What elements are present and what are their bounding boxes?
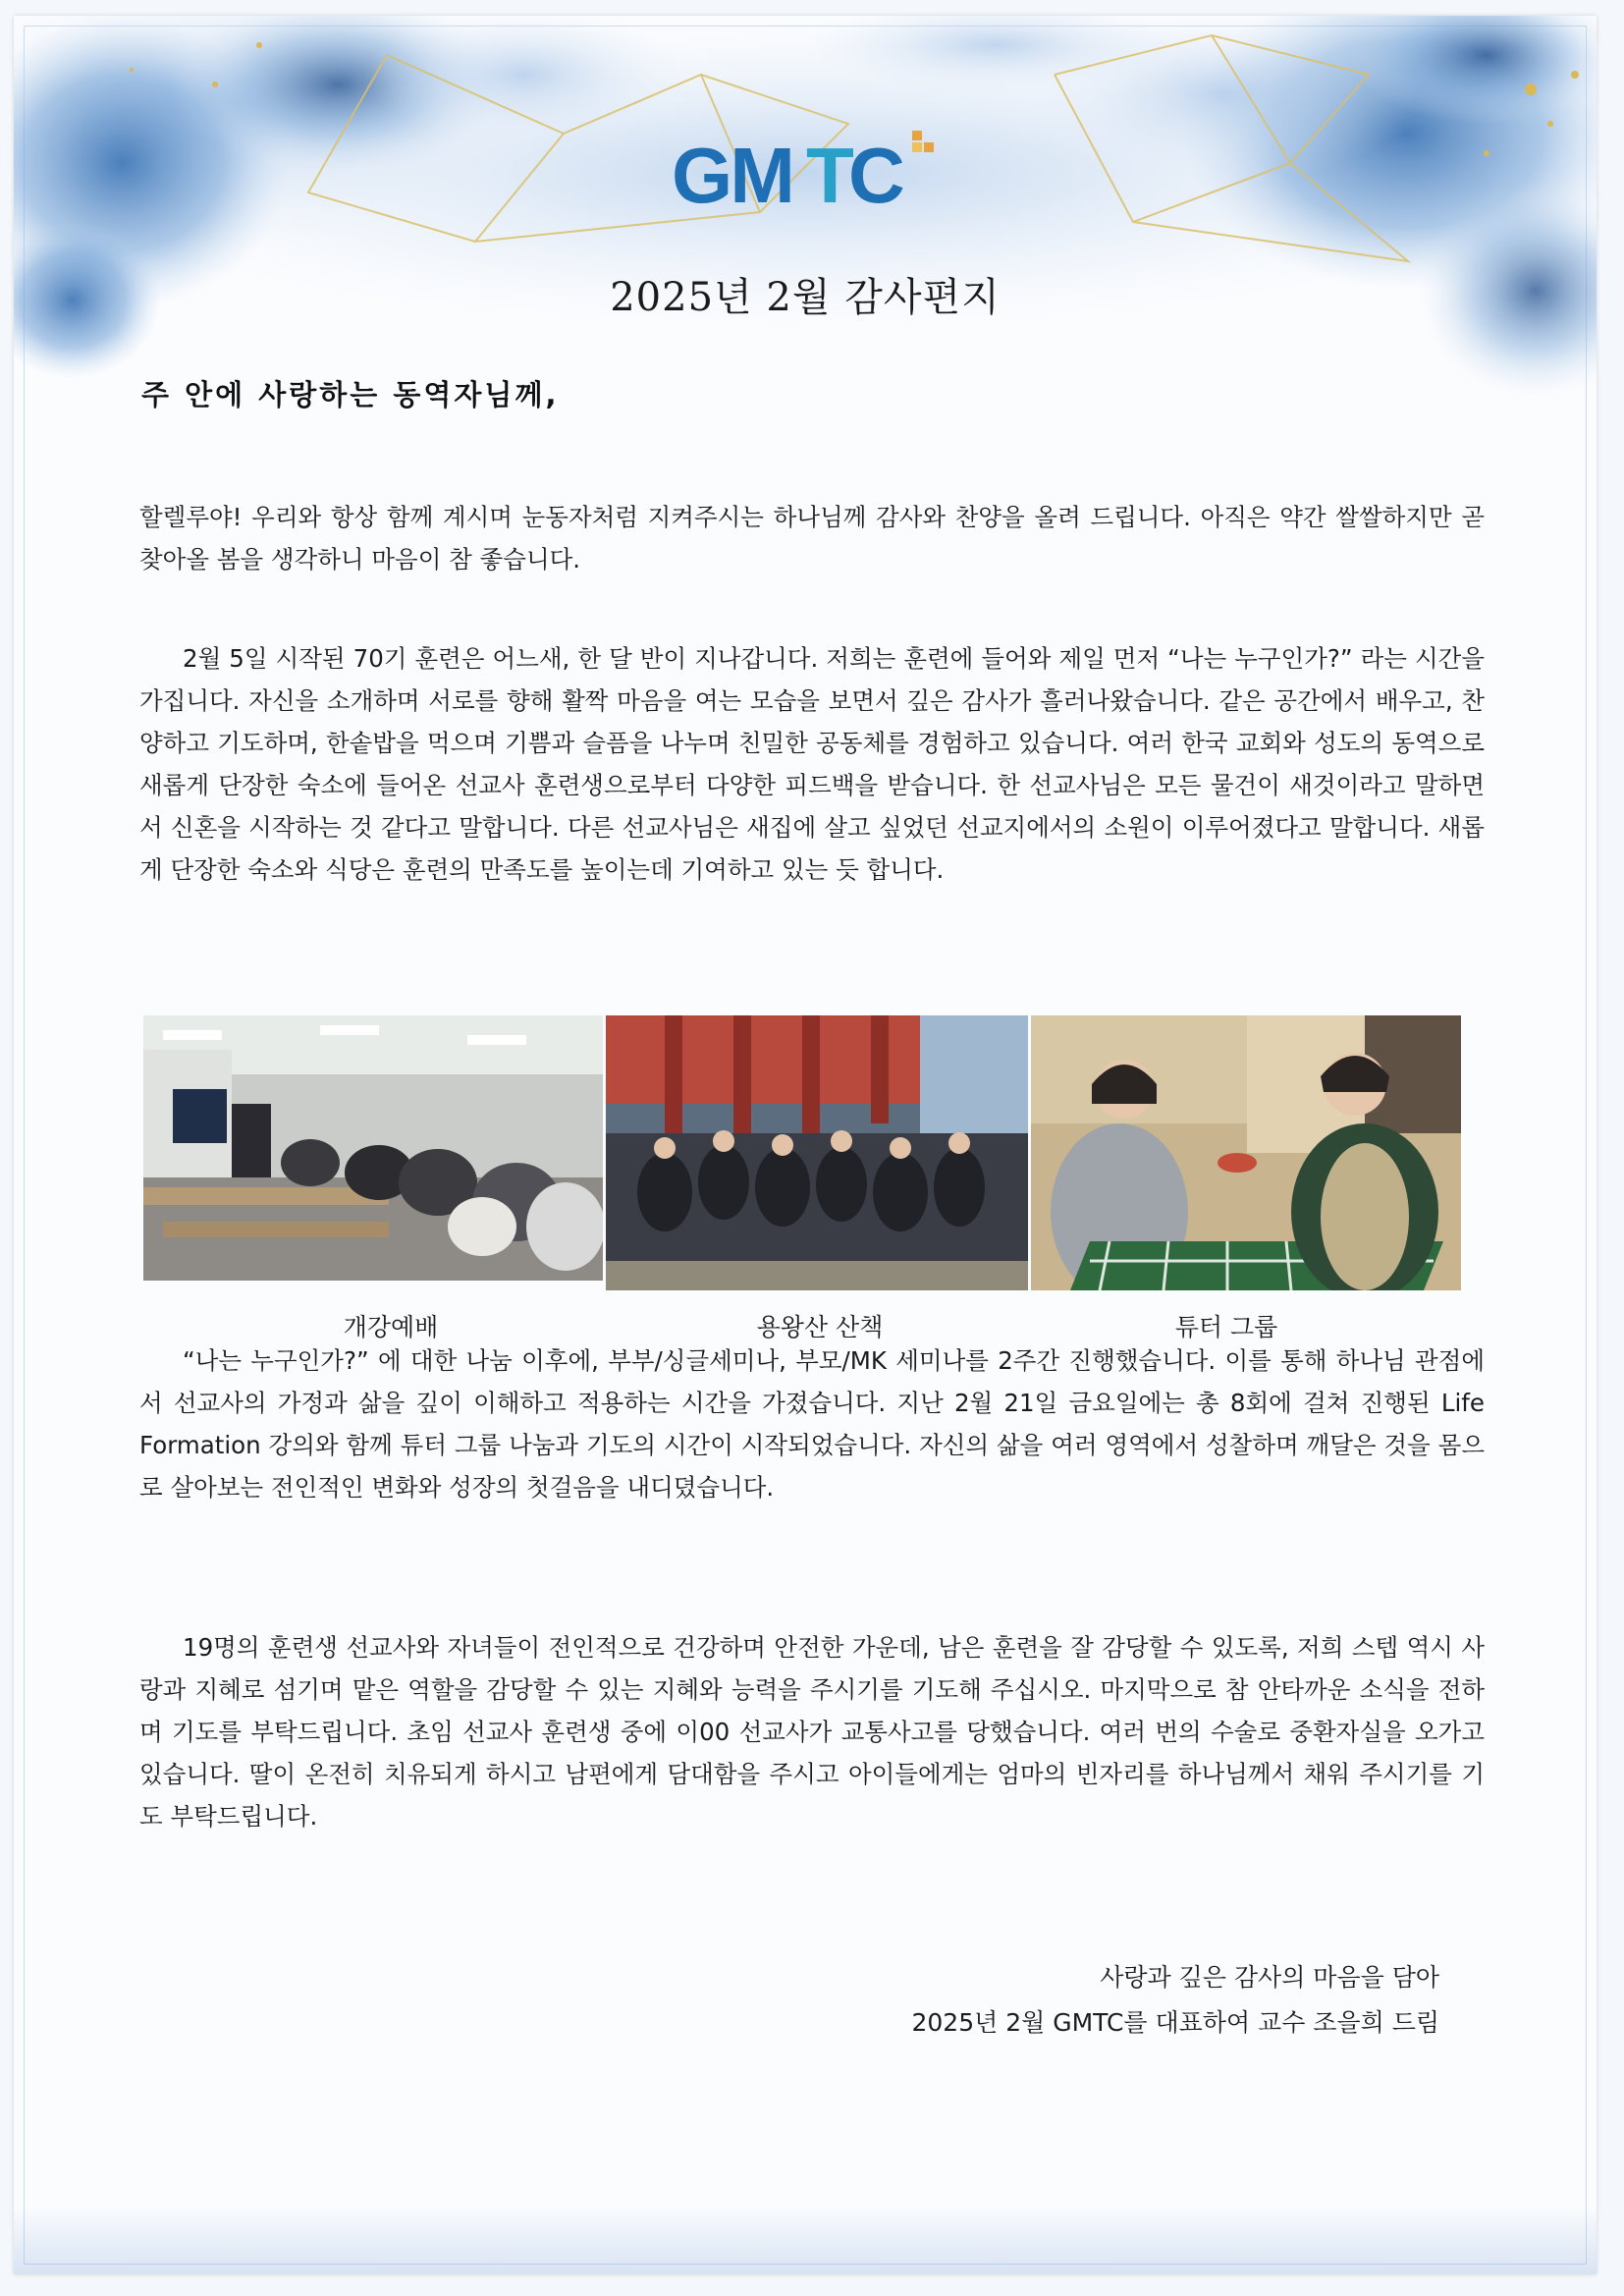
paragraph-intro: 할렐루야! 우리와 항상 함께 계시며 눈동자처럼 지켜주시는 하나님께 감사와 찬양을 올려 드립니다. 아직은 약간 쌀쌀하지만 곧 찾아올 봄을 생각하니 마음이 참 좋습니다. xyxy=(139,503,1485,574)
letter-title: 2025년 2월 감사편지 xyxy=(610,275,1001,320)
paragraph-prayer-request: 19명의 훈련생 선교사와 자녀들이 전인적으로 건강하며 안전한 가운데, 남은 훈련을 잘 감당할 수 있도록, 저희 스텝 역시 사랑과 지혜로 섬기며 맡은 역할을 감당할 수 있는 지혜와 능력을 주시기를 기도해 주십시오. 마지막으로 참 안타까운 소식을 전하며 기도를 부탁드립니다. 초임 선교사 훈련생 중에 이00 선교사가 교통사고를 당했습니다. 여러 번의 수술로 중환자실을 오가고 있습니다. 딸이 온전히 치유되게 하시고 남편에게 담대함을 주시고 아이들에게는 엄마의 빈자리를 하나님께서 채워 주시기를 기도 부탁드립니다. xyxy=(139,1633,1485,1831)
caption-tutor-group: 튜터 그룹 xyxy=(1174,1313,1278,1341)
paragraph-training: 2월 5일 시작된 70기 훈련은 어느새, 한 달 반이 지나갑니다. 저희는 훈련에 들어와 제일 먼저 “나는 누구인가?” 라는 시간을 가집니다. 자신을 소개하며 서로를 향해 활짝 마음을 여는 모습을 보면서 깊은 감사가 흘러나왔습니다. 같은 공간에서 배우고, 찬양하고 기도하며, 한솥밥을 먹으며 기쁨과 슬픔을 나누며 친밀한 공동체를 경험하고 있습니다. 여러 한국 교회와 성도의 동역으로 새롭게 단장한 숙소에 들어온 선교사 훈련생으로부터 다양한 피드백을 받습니다. 한 선교사님은 모든 물건이 새것이라고 말하면서 신혼을 시작하는 것 같다고 말합니다. 다른 선교사님은 새집에 살고 싶었던 선교지에서의 소원이 이루어졌다고 말합니다. 새롭게 단장한 숙소와 식당은 훈련의 만족도를 높이는데 기여하고 있는 듯 합니다. xyxy=(139,644,1485,884)
letter-page xyxy=(14,16,1597,2274)
svg-text:C: C xyxy=(848,132,905,217)
caption-yongwangsan-walk: 용왕산 산책 xyxy=(756,1313,884,1341)
photo-tutor-group xyxy=(1031,1015,1461,1290)
caption-opening-worship: 개강예배 xyxy=(343,1313,439,1341)
svg-text:T: T xyxy=(806,132,854,217)
salutation: 주 안에 사랑하는 동역자님께, xyxy=(141,378,560,411)
gmtc-logo xyxy=(662,129,956,217)
signature-line: 2025년 2월 GMTC를 대표하여 교수 조을희 드림 xyxy=(911,2008,1439,2037)
photo-opening-worship xyxy=(143,1015,603,1281)
paragraph-seminars: “나는 누구인가?” 에 대한 나눔 이후에, 부부/싱글세미나, 부모/MK 세미나를 2주간 진행했습니다. 이를 통해 하나님 관점에서 선교사의 가정과 삶을 깊이 이해하고 적용하는 시간을 가졌습니다. 지난 2월 21일 금요일에는 총 8회에 걸쳐 진행된 Life Formation 강의와 함께 튜터 그룹 나눔과 기도의 시간이 시작되었습니다. 자신의 삶을 여러 영역에서 성찰하며 깨달은 것을 몸으로 살아보는 전인적인 변화와 성장의 첫걸음을 내디뎠습니다. xyxy=(139,1346,1485,1502)
closing-line: 사랑과 깊은 감사의 마음을 담아 xyxy=(1100,1963,1439,1992)
photo-yongwangsan-walk xyxy=(606,1015,1028,1290)
bottom-watercolor-decoration xyxy=(14,2206,1597,2274)
svg-text:GM: GM xyxy=(672,132,792,217)
watercolor-header-decoration xyxy=(14,16,1597,428)
